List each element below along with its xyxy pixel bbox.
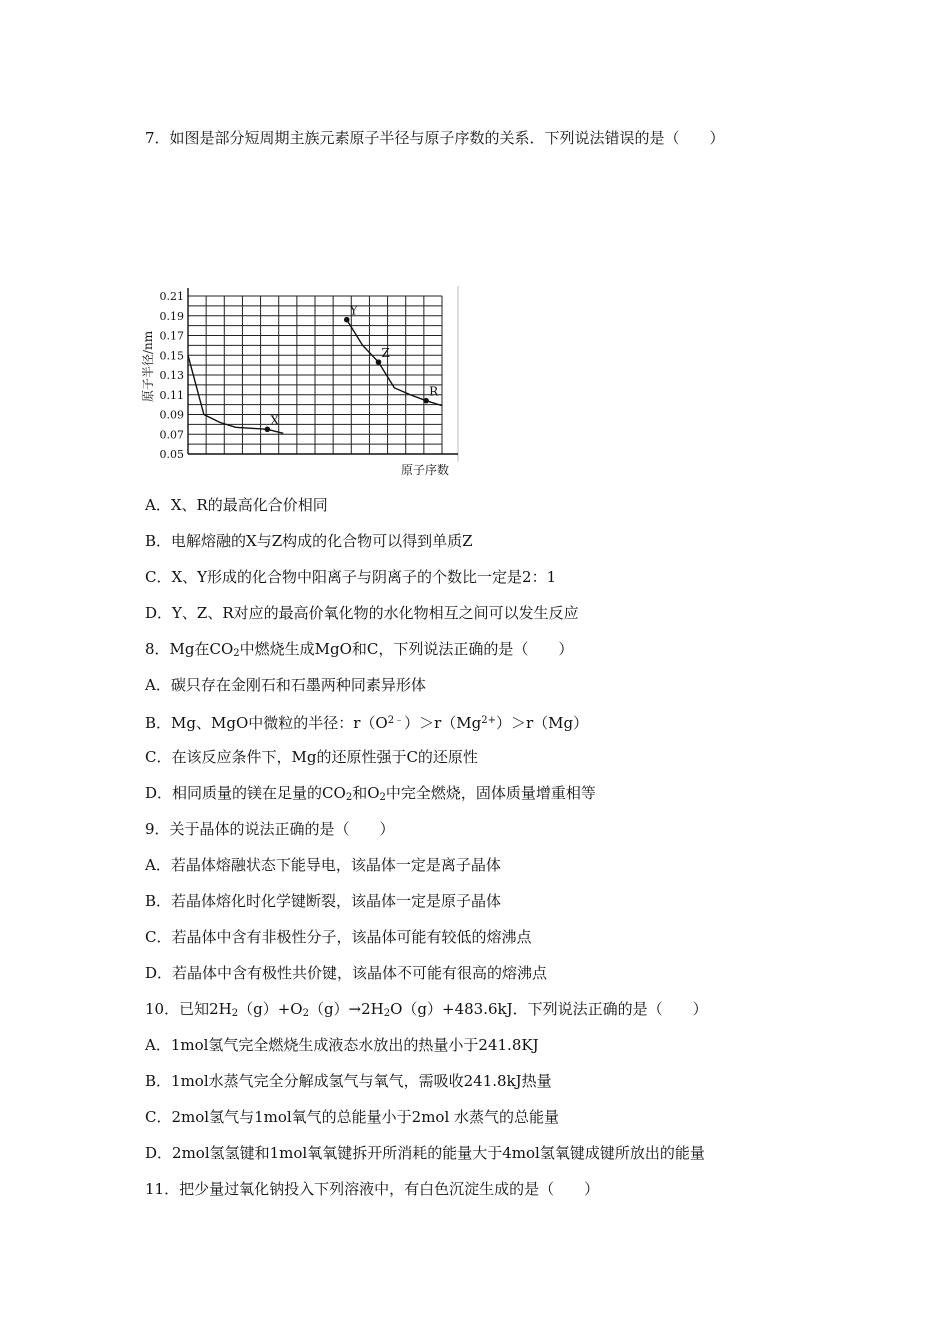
q10-option-b: B．1mol水蒸气完全分解成氢气与氧气，需吸收241.8kJ热量 xyxy=(145,1072,552,1090)
q8-option-c: C．在该反应条件下，Mg的还原性强于C的还原性 xyxy=(145,748,478,766)
y-tick-label: 0.17 xyxy=(159,329,184,343)
q7-option-b: B．电解熔融的X与Z构成的化合物可以得到单质Z xyxy=(145,532,473,550)
q9-option-d: D．若晶体中含有极性共价键，该晶体不可能有很高的熔沸点 xyxy=(145,964,548,982)
q10-option-c: C．2mol氢气与1mol氧气的总能量小于2mol 水蒸气的总能量 xyxy=(145,1108,560,1126)
q9-stem: 9．关于晶体的说法正确的是（ ） xyxy=(145,820,395,838)
q8-option-b: B．Mg、MgO中微粒的半径：$r(O^{2﹣})>r(Mg^{2+})>r(Mg)$ xyxy=(145,714,589,732)
x-axis-label: 原子序数 xyxy=(401,463,450,477)
point-label-x: X xyxy=(270,413,279,428)
q9-option-c: C．若晶体中含有非极性分子，该晶体可能有较低的熔沸点 xyxy=(145,928,532,946)
q9-option-b: B．若晶体熔化时化学键断裂，该晶体一定是原子晶体 xyxy=(145,892,502,910)
y-tick-label: 0.19 xyxy=(159,309,184,323)
q8-option-d: D．相同质量的镁在足量的$CO_2$和$O_2$中完全燃烧，固体质量增重相等 xyxy=(145,784,596,803)
y-tick-label: 0.07 xyxy=(159,428,184,442)
point-x xyxy=(265,427,271,433)
y-tick-label: 0.21 xyxy=(159,290,184,303)
q7-stem: 7．如图是部分短周期主族元素原子半径与原子序数的关系．下列说法错误的是（ ） xyxy=(145,129,725,147)
y-tick-label: 0.11 xyxy=(159,388,184,402)
point-label-z: Z xyxy=(381,346,390,361)
q7-option-c: C．X、Y形成的化合物中阳离子与阴离子的个数比一定是2：1 xyxy=(145,568,557,586)
q8-stem: 8．Mg在$CO_2$中燃烧生成MgO和C，下列说法正确的是（ ） xyxy=(145,640,574,659)
q11-stem: 11．把少量过氧化钠投入下列溶液中，有白色沉淀生成的是（ ） xyxy=(145,1180,600,1198)
series-line xyxy=(347,320,442,406)
q10-option-d: D．2mol氢氢键和1mol氧氧键拆开所消耗的能量大于4mol氢氧键成键所放出的能量 xyxy=(145,1144,705,1162)
atomic-radius-chart xyxy=(140,282,470,482)
q10-stem: 10．已知$2H_2(g)+O_2(g)\to 2H_2O(g)+483.6kJ$．下列说法正确的是（ ） xyxy=(145,1000,708,1019)
q9-option-a: A．若晶体熔融状态下能导电，该晶体一定是离子晶体 xyxy=(145,856,501,874)
point-label-y: Y xyxy=(349,303,358,318)
chart-grid xyxy=(188,286,458,462)
y-tick-label: 0.13 xyxy=(159,369,184,382)
y-tick-label: 0.09 xyxy=(159,408,184,422)
point-y xyxy=(344,317,350,323)
y-axis-label: 原子半径/nm xyxy=(141,330,155,402)
point-z xyxy=(376,359,382,365)
y-tick-label: 0.15 xyxy=(159,349,184,363)
q10-option-a: A．1mol氢气完全燃烧生成液态水放出的热量小于241.8KJ xyxy=(145,1036,539,1054)
q7-option-d: D．Y、Z、R对应的最高价氧化物的水化物相互之间可以发生反应 xyxy=(145,604,579,622)
q7-option-a: A．X、R的最高化合价相同 xyxy=(145,496,328,514)
point-r xyxy=(423,398,429,404)
y-tick-labels xyxy=(160,290,185,461)
point-label-r: R xyxy=(429,384,439,399)
q8-option-a: A．碳只存在金刚石和石墨两种同素异形体 xyxy=(145,676,426,694)
y-tick-label: 0.05 xyxy=(159,448,184,461)
